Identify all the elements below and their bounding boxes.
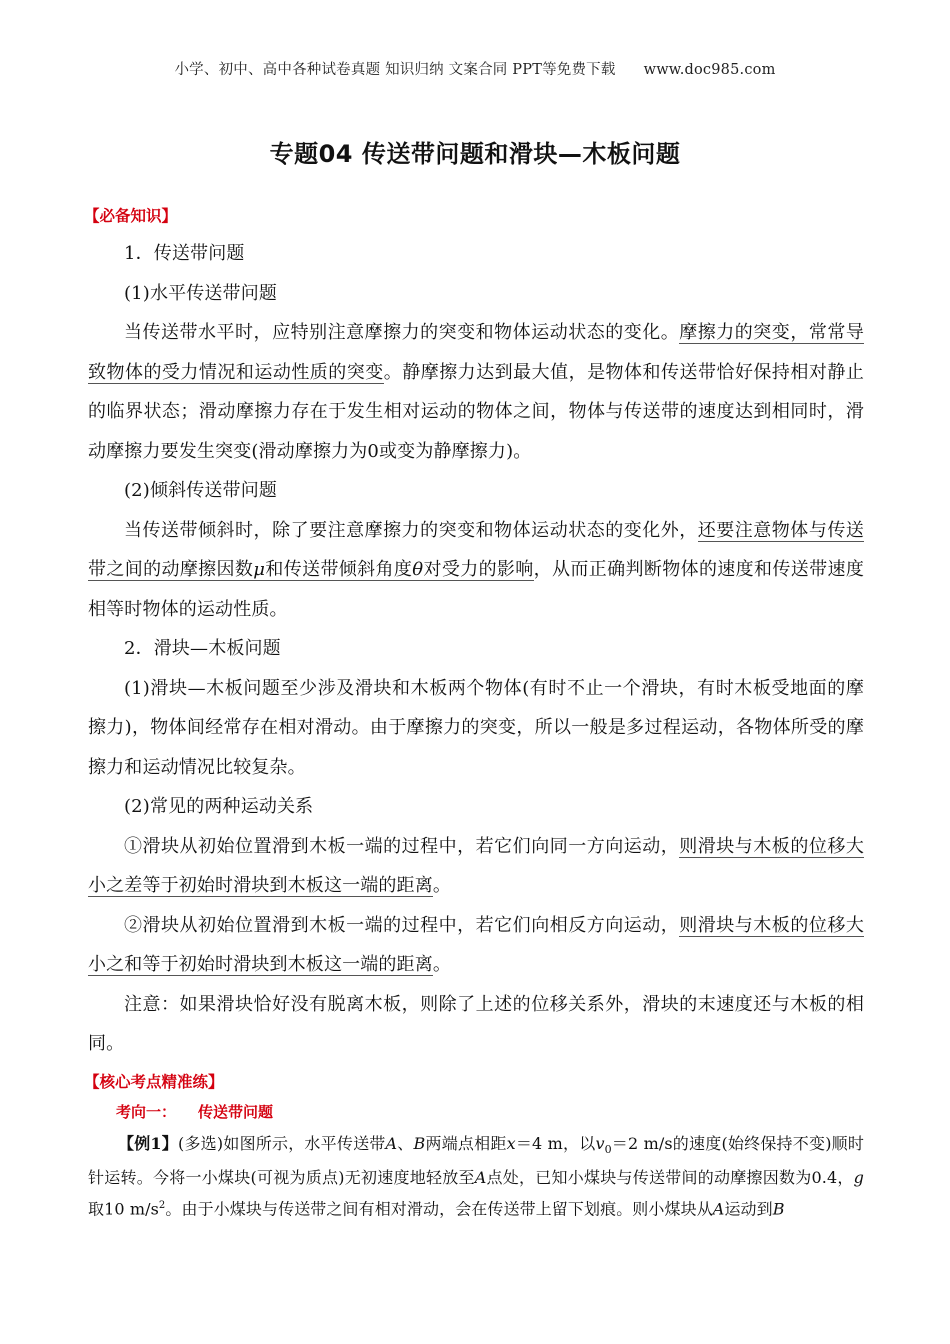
document-body xyxy=(84,200,865,1223)
paragraph-horizontal: 当传送带水平时，应特别注意摩擦力的突变和物体运动状态的变化。摩擦力的突变，常常导致物体的受力情况和运动性质的突变。静摩擦力达到最大值，是物体和传送带恰好保持相对静止的临界状态；滑动摩擦力存在于发生相对运动的物体之间，物体与传送带的速度达到相同时，滑动摩擦力要发生突变(滑动摩擦力为0或变为静摩擦力)。 xyxy=(88,322,864,462)
paragraph-same-direction: ①滑块从初始位置滑到木板一端的过程中，若它们向同一方向运动，则滑块与木板的位移大小之差等于初始时滑块到木板这一端的距离。 xyxy=(88,835,864,896)
section-must-know: 【必备知识】 xyxy=(84,207,178,225)
header-site-link[interactable]: www.doc985.com xyxy=(643,62,776,78)
underlined-text: 还要注意物体与传送带之间的动摩擦因数μ和传送带倾斜角度θ对受力的影响 xyxy=(88,519,864,580)
paragraph-opposite-direction: ②滑块从初始位置滑到木板一端的过程中，若它们向相反方向运动，则滑块与木板的位移大小之和等于初始时滑块到木板这一端的距离。 xyxy=(88,914,864,975)
header-text: 小学、初中、高中各种试卷真题 知识归纳 文案合同 PPT等免费下载 xyxy=(174,62,616,78)
section-core: 【核心考点精准练】 xyxy=(84,1072,224,1091)
underlined-text: 则滑块与木板的位移大小之差等于初始时滑块到木板这一端的距离 xyxy=(88,835,864,896)
underlined-text: 则滑块与木板的位移大小之和等于初始时滑块到木板这一端的距离 xyxy=(88,914,864,975)
heading-slider-board: 2．滑块—木板问题 xyxy=(124,638,281,659)
topic-heading: 考向一： 传送带问题 xyxy=(116,1102,274,1121)
paragraph-inclined: 当传送带倾斜时，除了要注意摩擦力的突变和物体运动状态的变化外，还要注意物体与传送带之间的动摩擦因数μ和传送带倾斜角度θ对受力的影响，从而正确判断物体的速度和传送带速度相等时物体的运动性质。 xyxy=(88,519,865,620)
example-label: 【例1】 xyxy=(118,1133,178,1153)
subheading-relations: (2)常见的两种运动关系 xyxy=(124,796,314,817)
paragraph-slider-board: (1)滑块—木板问题至少涉及滑块和木板两个物体(有时不止一个滑块，有时木板受地面的摩擦力)，物体间经常存在相对滑动。由于摩擦力的突变，所以一般是多过程运动，各物体所受的摩擦力和运动情况比较复杂。 xyxy=(88,677,864,778)
heading-conveyor: 1．传送带问题 xyxy=(124,243,245,264)
example-1: 【例1】(多选)如图所示，水平传送带A、B两端点相距x＝4 m，以$v_0=2$ m/s的速度(始终保持不变)顺时针运转。今将一小煤块(可视为质点)无初速度地轻放至A点处，已知小煤块与传送带间的动摩擦因数为0.4，g取10 $m/s^2$。由于小煤块与传送带之间有相对滑动，会在传送带上留下划痕。则小煤块从A运动到B xyxy=(88,1133,864,1219)
subheading-horizontal: (1)水平传送带问题 xyxy=(124,282,277,304)
subheading-inclined: (2)倾斜传送带问题 xyxy=(124,480,277,501)
page-header xyxy=(0,58,950,79)
underlined-text: 摩擦力的突变，常常导致物体的受力情况和运动性质的突变 xyxy=(88,322,864,383)
page-title: 专题04 传送带问题和滑块—木板问题 xyxy=(269,140,681,168)
paragraph-note: 注意：如果滑块恰好没有脱离木板，则除了上述的位移关系外，滑块的末速度还与木板的相同。 xyxy=(88,993,864,1054)
